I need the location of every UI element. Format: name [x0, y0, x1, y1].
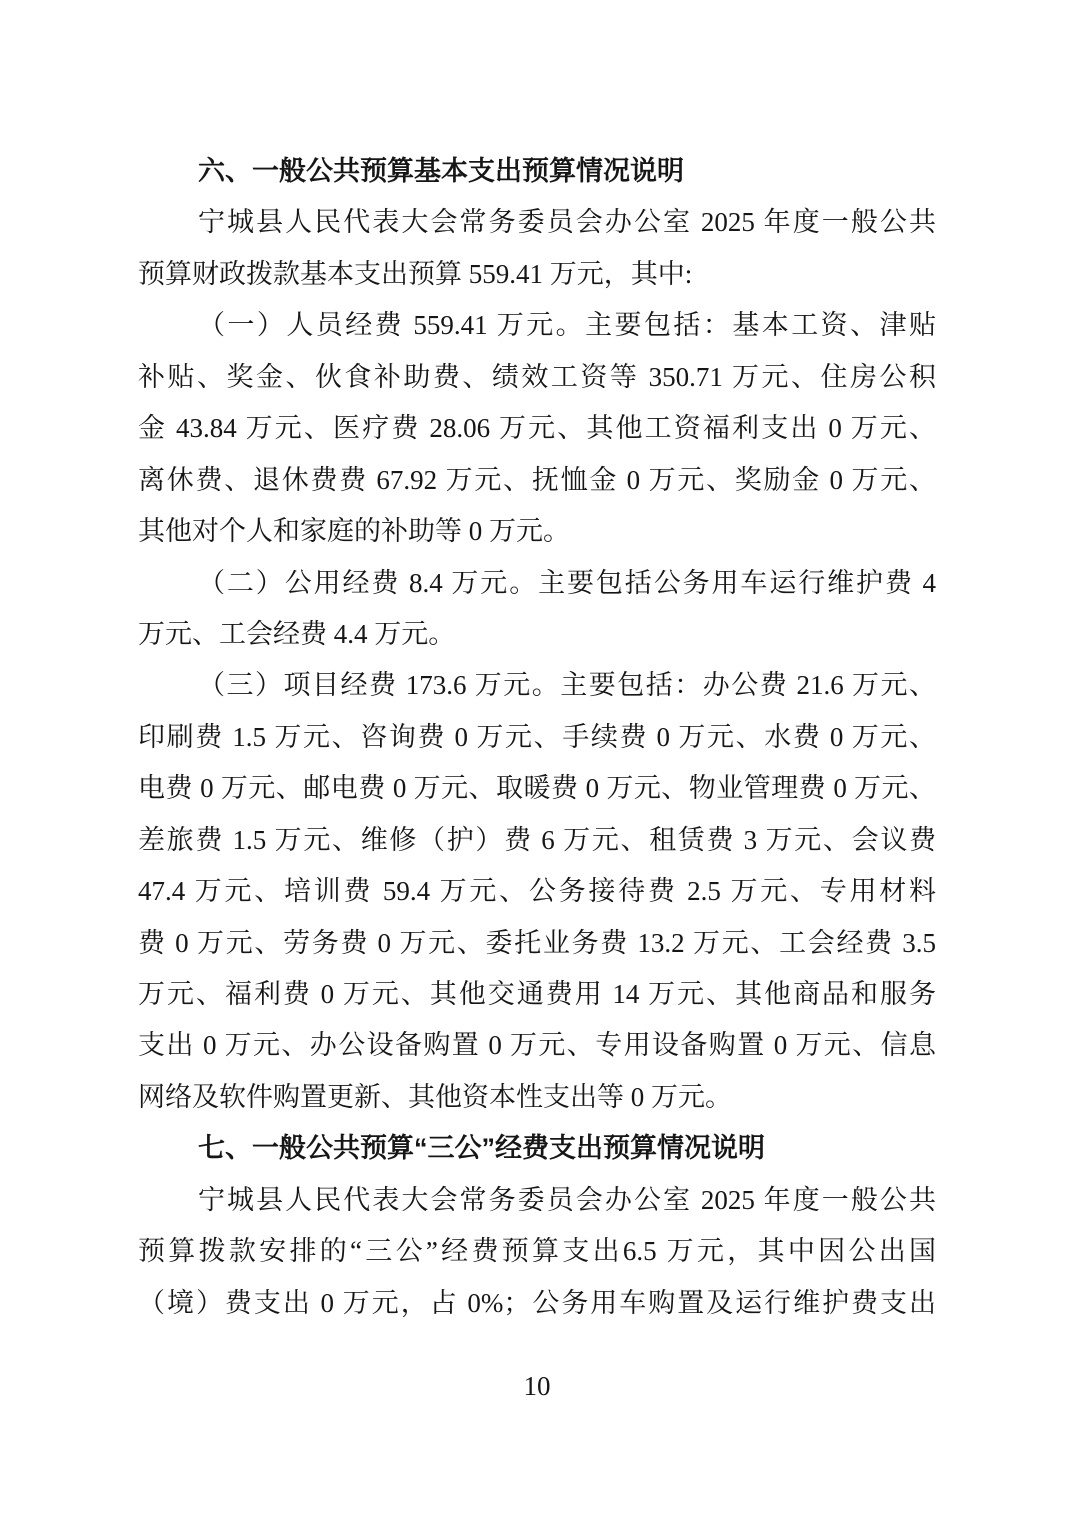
- text-line: 宁城县人民代表大会常务委员会办公室 2025 年度一般公共: [198, 1184, 936, 1215]
- text-line: 万元、工会经费 4.4 万元。: [138, 618, 456, 649]
- text-line: 差旅费 1.5 万元、维修（护）费 6 万元、租赁费 3 万元、会议费: [138, 824, 936, 855]
- text-line: 网络及软件购置更新、其他资本性支出等 0 万元。: [138, 1081, 732, 1112]
- section-heading: [138, 146, 936, 197]
- text-line: 预算拨款安排的“三公”经费预算支出6.5 万元，其中因公出国: [138, 1236, 936, 1267]
- text-line: 印刷费 1.5 万元、咨询费 0 万元、手续费 0 万元、水费 0 万元、: [138, 721, 936, 752]
- text-line: 七、一般公共预算“三公”经费支出预算情况说明: [198, 1133, 765, 1164]
- text-line: 其他对个人和家庭的补助等 0 万元。: [138, 516, 570, 547]
- text-line: 电费 0 万元、邮电费 0 万元、取暖费 0 万元、物业管理费 0 万元、: [138, 773, 936, 804]
- text-line: 补贴、奖金、伙食补助费、绩效工资等 350.71 万元、住房公积: [138, 361, 936, 392]
- text-line: 离休费、退休费费 67.92 万元、抚恤金 0 万元、奖励金 0 万元、: [138, 464, 936, 495]
- page-number: 10: [523, 1371, 551, 1401]
- text-line: 万元、福利费 0 万元、其他交通费用 14 万元、其他商品和服务: [138, 979, 936, 1009]
- page-body: [138, 146, 936, 1329]
- text-line: 六、一般公共预算基本支出预算情况说明: [198, 156, 684, 186]
- paragraph: [138, 300, 936, 557]
- text-line: （一）人员经费 559.41 万元。主要包括：基本工资、津贴: [198, 310, 936, 341]
- paragraph: [138, 197, 936, 300]
- paragraph: [138, 1175, 936, 1329]
- text-line: 支出 0 万元、办公设备购置 0 万元、专用设备购置 0 万元、信息: [138, 1030, 936, 1061]
- text-line: 费 0 万元、劳务费 0 万元、委托业务费 13.2 万元、工会经费 3.5: [138, 927, 936, 958]
- text-line: （二）公用经费 8.4 万元。主要包括公务用车运行维护费 4: [198, 567, 936, 598]
- text-line: 金 43.84 万元、医疗费 28.06 万元、其他工资福利支出 0 万元、: [138, 413, 936, 444]
- text-line: 宁城县人民代表大会常务委员会办公室 2025 年度一般公共: [198, 207, 936, 238]
- section-heading: [138, 1123, 936, 1174]
- text-line: 47.4 万元、培训费 59.4 万元、公务接待费 2.5 万元、专用材料: [138, 876, 936, 907]
- text-line: （境）费支出 0 万元，占 0%；公务用车购置及运行维护费支出: [138, 1287, 936, 1318]
- text-line: 预算财政拨款基本支出预算 559.41 万元，其中:: [138, 258, 693, 289]
- text-line: （三）项目经费 173.6 万元。主要包括：办公费 21.6 万元、: [198, 670, 936, 701]
- paragraph: [138, 558, 936, 661]
- paragraph: [138, 660, 936, 1123]
